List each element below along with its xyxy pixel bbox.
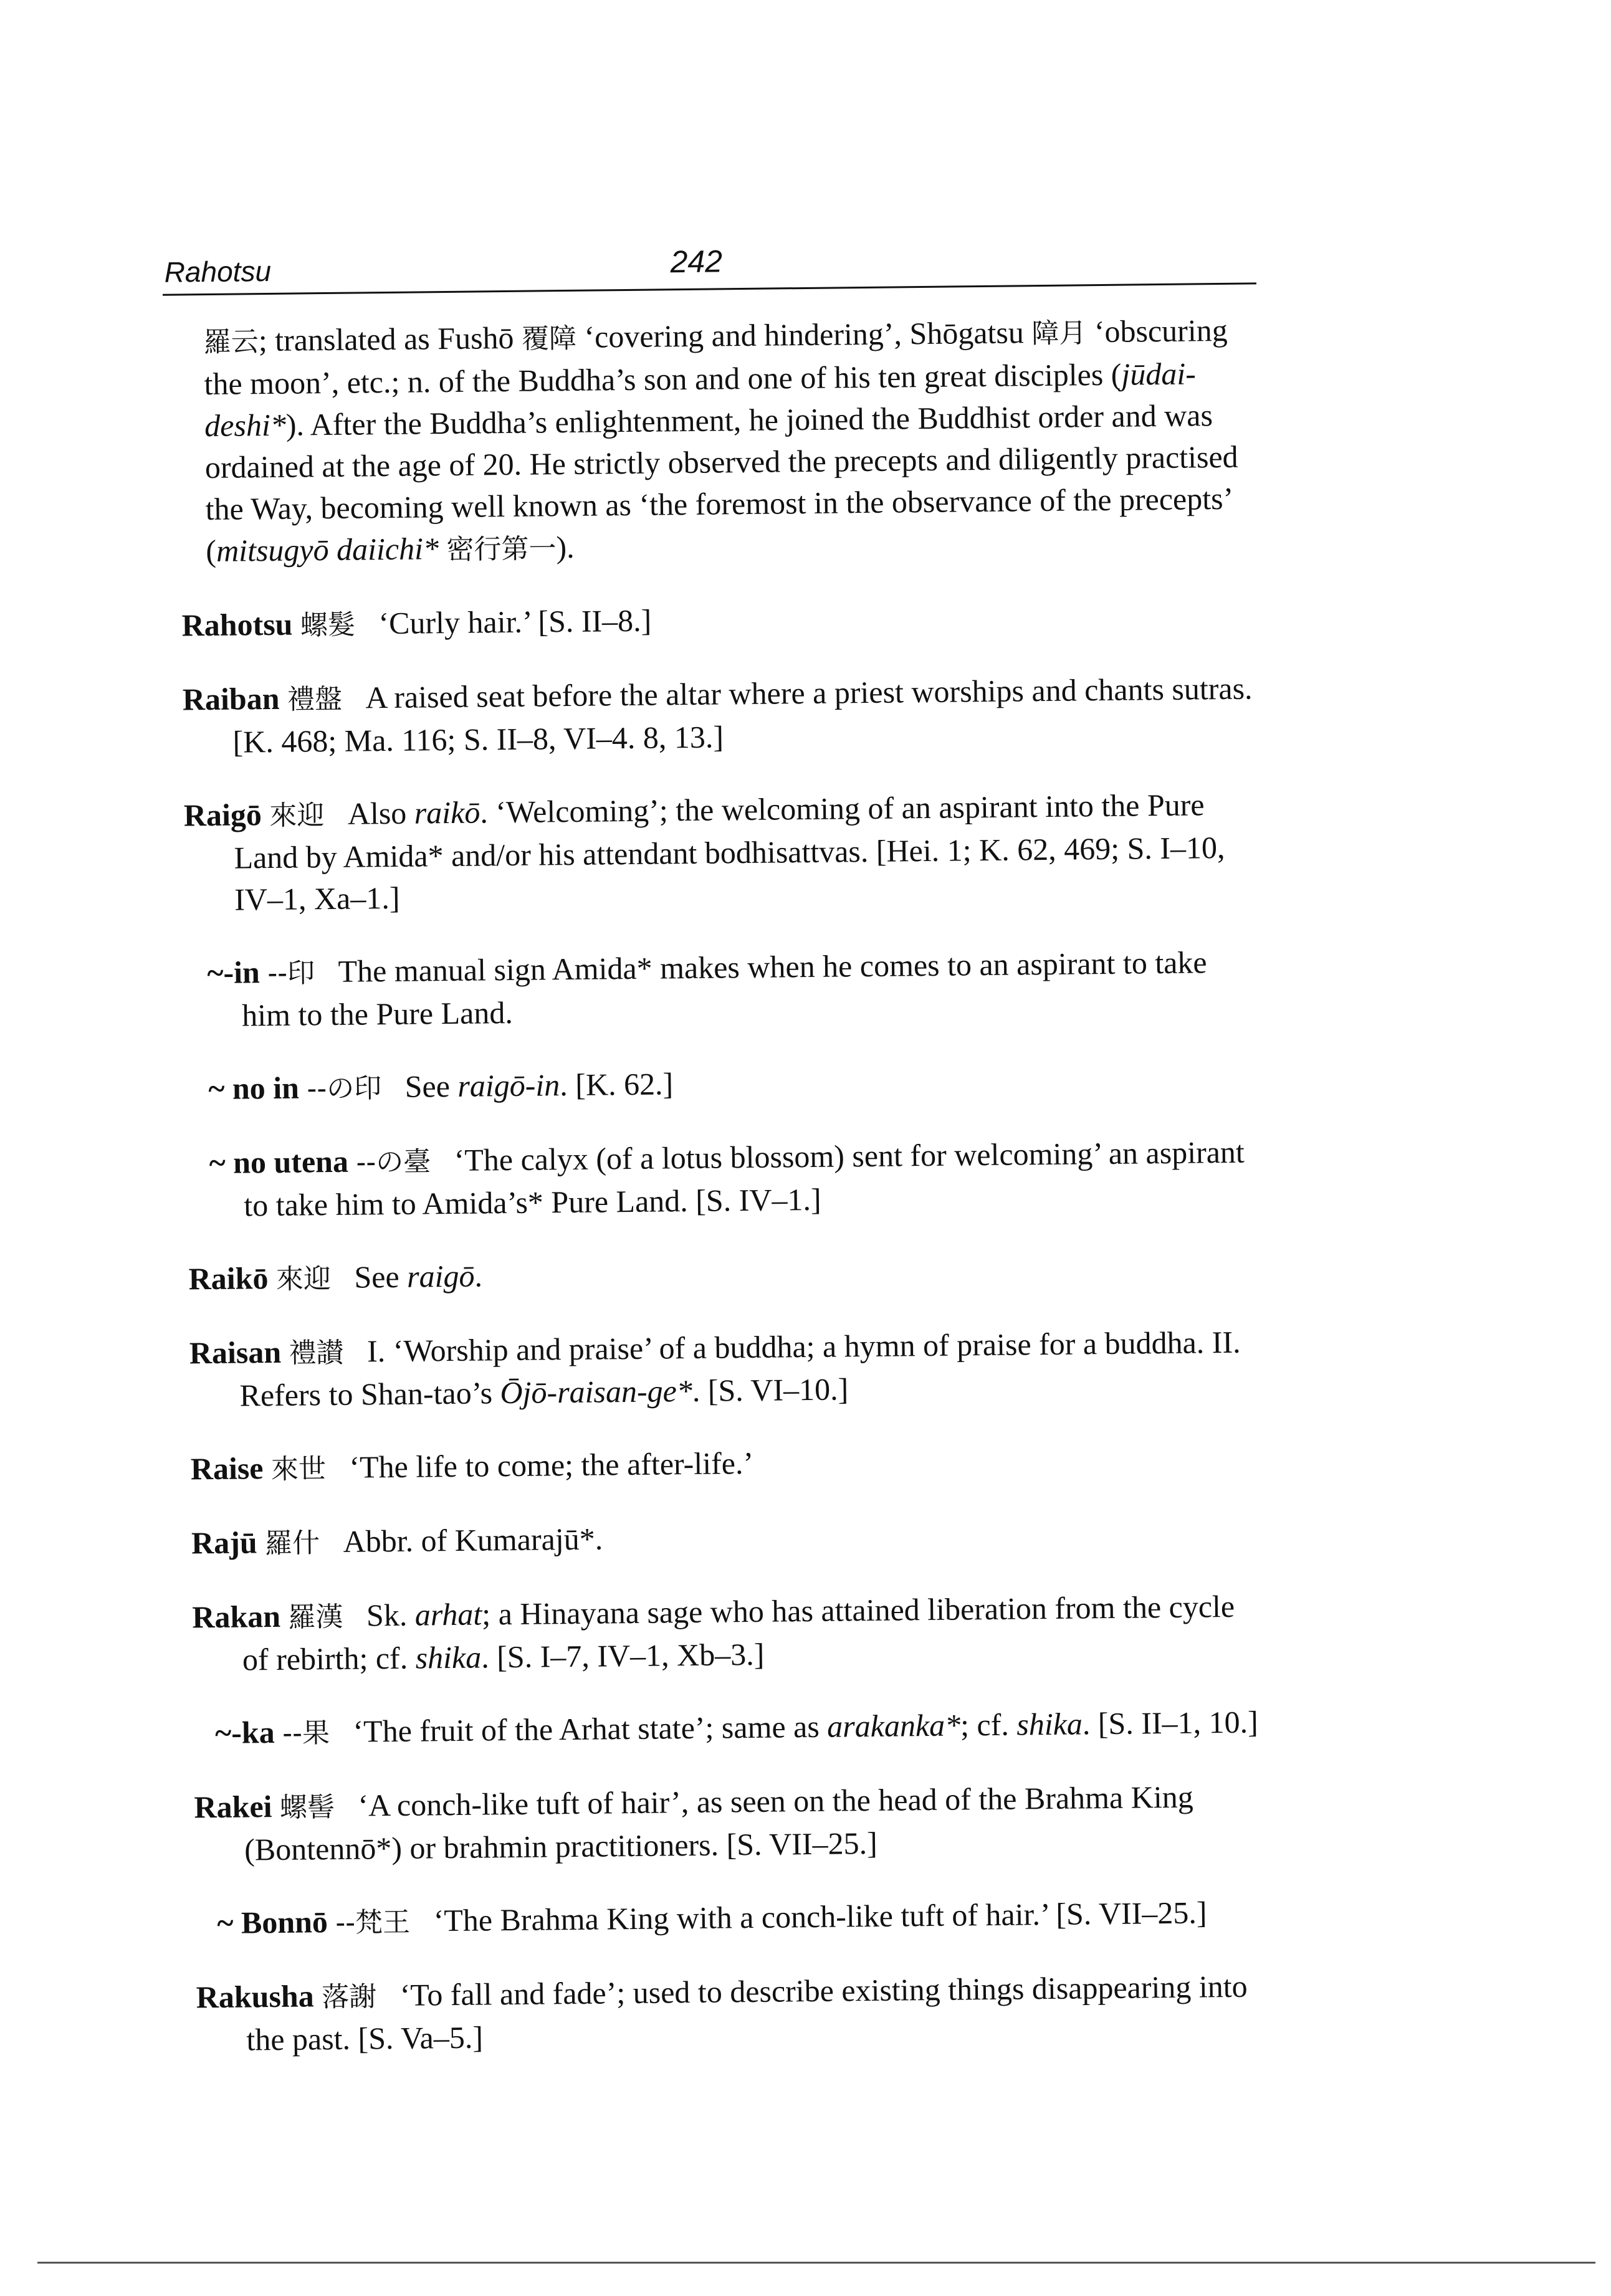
- kanji: --の臺: [356, 1146, 431, 1179]
- headword: Rajū: [191, 1525, 257, 1561]
- kanji: 螺髻: [279, 1791, 335, 1824]
- kanji: 禮盤: [287, 683, 343, 716]
- kanji: 密行第一: [446, 533, 557, 566]
- kanji: 障月: [1031, 317, 1087, 350]
- definition-text: Abbr. of Kumarajū*.: [343, 1521, 603, 1559]
- subentry-rakei-bonno: [201, 1891, 1268, 1945]
- definition-text: ). After the Buddha’s enlightenment, he joined the Buddhist order and was ordained at the age of 20. He strictly observed the precepts and diligently practised the Way, becoming well known as ‘the foremost in the observance of the precepts’ (: [204, 398, 1238, 569]
- cross-reference: jūdai-deshi*: [204, 356, 1197, 444]
- kanji: 來迎: [275, 1263, 332, 1295]
- entry-continuation: [178, 309, 1253, 573]
- cross-reference: arhat: [414, 1596, 482, 1632]
- subentry-raigo-no-in: [193, 1057, 1259, 1111]
- entry-raju: [191, 1511, 1264, 1565]
- definition-text: ‘The Brahma King with a conch-like tuft of hair.’ [S. VII–25.]: [433, 1895, 1207, 1938]
- definition-text: ; translated as Fushō: [258, 320, 522, 358]
- cross-reference: mitsugyō daiichi*: [216, 531, 439, 568]
- headword: Raiban: [182, 680, 280, 717]
- cross-reference: shika: [1016, 1706, 1083, 1742]
- kanji: 螺髮: [300, 609, 356, 642]
- definition-text: ‘The fruit of the Arhat state’; same as: [353, 1708, 828, 1749]
- entry-rahotsu: [181, 593, 1254, 647]
- kanji: 禮讃: [289, 1336, 344, 1370]
- entry-rakan: [192, 1585, 1264, 1681]
- cross-reference: arakanka*: [826, 1707, 961, 1744]
- headword: Rakusha: [196, 1978, 314, 2015]
- definition-text: ‘The calyx (of a lotus blossom) sent for welcoming’ an aspirant to take him to Amida’s* Pure Land. [S. IV–1.]: [244, 1134, 1245, 1223]
- kanji: --印: [267, 957, 315, 990]
- kanji: 落謝: [321, 1981, 377, 2014]
- entry-raiban: [183, 667, 1255, 763]
- subentry-raigo-in: [191, 941, 1258, 1037]
- running-head: Rahotsu: [164, 254, 272, 288]
- cross-reference: Ōjō-raisan-ge*: [500, 1373, 693, 1411]
- kanji: --の印: [307, 1072, 382, 1105]
- headword: Rakan: [191, 1598, 281, 1635]
- cross-reference: shika: [415, 1639, 482, 1675]
- headword: ~-ka: [214, 1715, 275, 1751]
- definition-text: ; cf.: [960, 1707, 1017, 1743]
- definition-text: . [K. 62.]: [559, 1066, 674, 1103]
- headword: Rakei: [194, 1789, 272, 1825]
- header-rule: [163, 282, 1256, 295]
- headword: ~ no in: [208, 1070, 300, 1107]
- definition-text: ‘covering and hindering’, Shōgatsu: [576, 315, 1032, 355]
- definition-text: . ‘Welcoming’; the welcoming of an aspirant into the Pure Land by Amida* and/or his attendant bodhisattvas. [Hei. 1; K. 62, 469; S. I–10, IV–1, Xa–1.]: [234, 787, 1225, 917]
- kanji: 覆障: [521, 322, 577, 355]
- definition-text: .: [474, 1258, 483, 1293]
- kanji: --梵王: [335, 1906, 411, 1939]
- definition-text: . [S. II–1, 10.]: [1082, 1704, 1259, 1741]
- cross-reference: raigō-in: [457, 1067, 560, 1103]
- page-number: 242: [670, 244, 723, 280]
- entry-raiko: [188, 1247, 1261, 1301]
- headword: Raikō: [188, 1260, 269, 1297]
- definition-text: I. ‘Worship and praise’ of a buddha; a hymn of praise for a buddha. II. Refers to Shan-tao’s: [239, 1324, 1241, 1413]
- definition-text: A raised seat before the altar where a priest worships and chants sutras. [K. 468; Ma. 116; S. II–8, VI–4. 8, 13.]: [232, 670, 1253, 760]
- definition-text: Also: [347, 795, 415, 831]
- definition-text: Sk.: [366, 1597, 416, 1633]
- entry-raisan: [189, 1321, 1261, 1417]
- bottom-rule: [37, 2262, 1595, 2264]
- kanji: 羅云: [203, 326, 259, 359]
- cross-reference: raikō: [414, 794, 480, 831]
- kanji: 來世: [270, 1453, 327, 1486]
- definition-text: See: [354, 1259, 408, 1295]
- headword: Raigō: [183, 797, 262, 833]
- kanji: 來迎: [269, 799, 325, 832]
- definition-text: . [S. VI–10.]: [692, 1371, 849, 1408]
- definition-text: ‘Curly hair.’ [S. II–8.]: [378, 603, 652, 641]
- definition-text: ; a Hinayana sage who has attained liberation from the cycle of rebirth; cf.: [242, 1588, 1235, 1677]
- kanji: --果: [282, 1717, 330, 1750]
- definition-text: [439, 531, 447, 566]
- definition-text: See: [404, 1068, 458, 1104]
- entry-rakusha: [196, 1965, 1268, 2061]
- headword: ~-in: [207, 955, 261, 991]
- kanji: 羅什: [264, 1527, 320, 1560]
- entry-raise: [190, 1437, 1263, 1491]
- headword: ~ Bonnō: [217, 1904, 328, 1940]
- headword: ~ no utena: [209, 1143, 349, 1181]
- entries-body: [178, 309, 1268, 2071]
- headword: Raisan: [189, 1334, 282, 1371]
- subentry-raigo-no-utena: [193, 1131, 1260, 1227]
- definition-text: ).: [556, 529, 575, 565]
- definition-text: The manual sign Amida* makes when he comes to an aspirant to take him to the Pure Land.: [241, 945, 1207, 1033]
- headword: Rahotsu: [181, 606, 293, 643]
- definition-text: ‘A conch-like tuft of hair’, as seen on the head of the Brahma King (Bontennō*) or brahmin practitioners. [S. VII–25.]: [244, 1779, 1193, 1867]
- definition-text: ‘The life to come; the after-life.’: [349, 1445, 754, 1485]
- subentry-rakan-ka: [199, 1701, 1266, 1755]
- kanji: 羅漢: [288, 1601, 343, 1634]
- entry-rakei: [194, 1775, 1266, 1871]
- headword: Raise: [190, 1450, 264, 1487]
- definition-text: . [S. I–7, IV–1, Xb–3.]: [480, 1636, 765, 1675]
- definition-text: ‘To fall and fade’; used to describe existing things disappearing into the past. [S. Va–5.]: [246, 1968, 1248, 2057]
- definition-text: ‘obscuring the moon’, etc.; n. of the Buddha’s son and one of his ten great disciples (: [204, 312, 1228, 402]
- entry-raigo: [183, 783, 1256, 921]
- cross-reference: raigō: [406, 1258, 475, 1294]
